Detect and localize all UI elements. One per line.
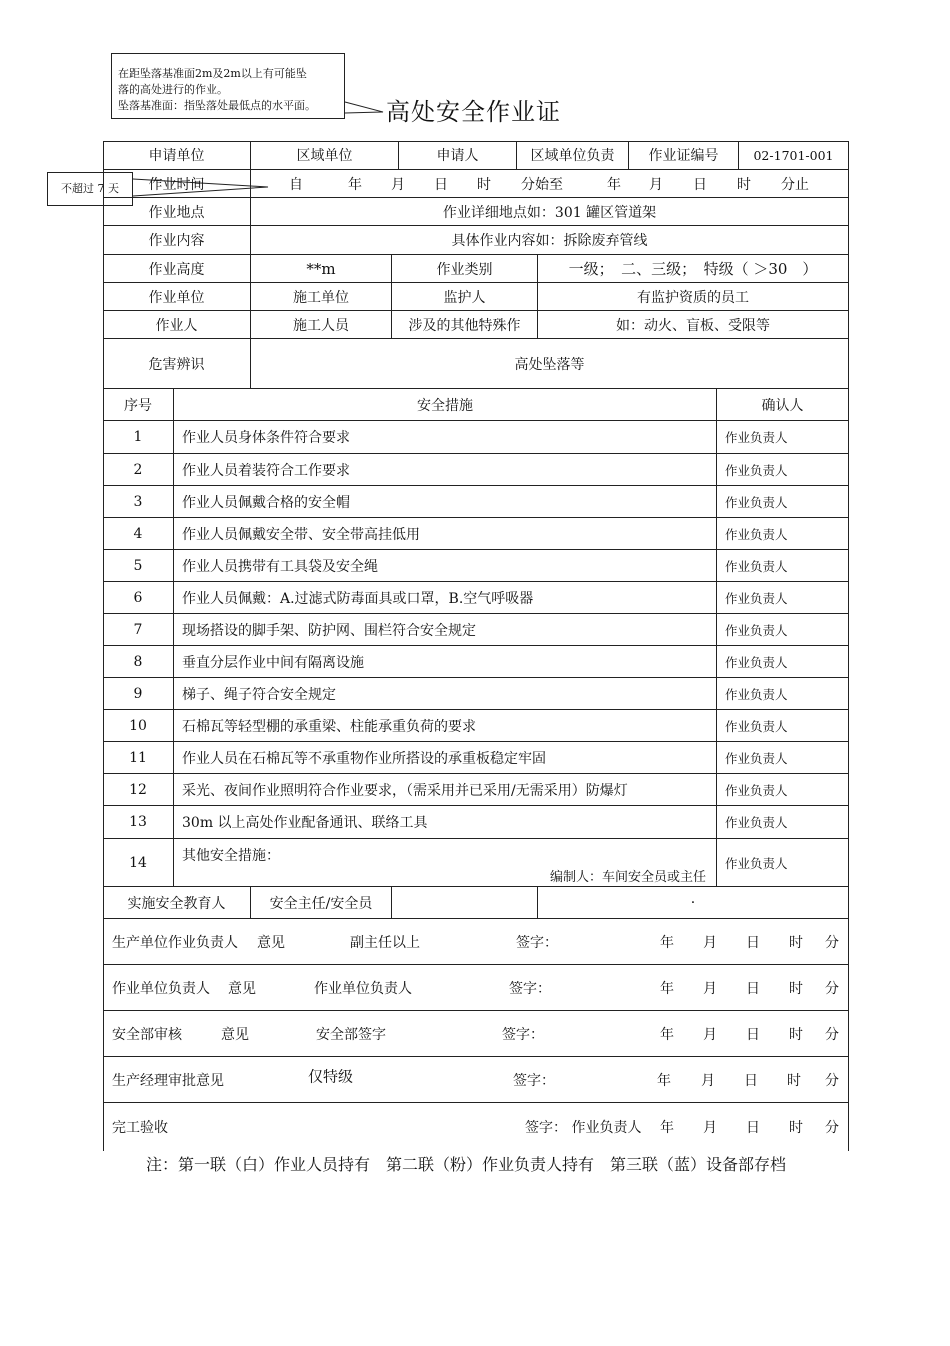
measure-confirm[interactable]: 作业负责人: [717, 614, 849, 646]
signoff-year: 年: [660, 934, 674, 951]
work-time-label: 作业时间: [103, 170, 251, 198]
signoff-role: 生产经理审批意见: [112, 1072, 224, 1089]
measure-text: 作业人员佩戴安全带、安全带高挂低用: [174, 518, 717, 550]
definition-callout: [111, 53, 345, 119]
measure-no: 14: [103, 839, 174, 887]
time-day-1: 日: [434, 176, 448, 193]
signoff-note: 副主任以上: [350, 934, 420, 951]
apply-unit-value[interactable]: 区域单位: [251, 141, 399, 170]
measure-text: 现场搭设的脚手架、防护网、围栏符合安全规定: [174, 614, 717, 646]
signoff-opinion: 意见: [221, 1026, 249, 1043]
measure-no: 1: [103, 421, 174, 454]
signoff-minute: 分: [825, 1072, 839, 1089]
special-work-label: 涉及的其他特殊作: [392, 311, 538, 339]
measure-confirm[interactable]: 作业负责人: [717, 806, 849, 839]
page-title: 高处安全作业证: [386, 98, 561, 126]
signoff-day: 日: [746, 1026, 760, 1043]
signoff-day: 日: [746, 1120, 760, 1136]
measure-no: 7: [103, 614, 174, 646]
signoff-year: 年: [657, 1072, 671, 1089]
signoff-sign: 签字：: [516, 934, 558, 951]
signoff-sign: 签字： 作业负责人: [525, 1120, 642, 1136]
measures-header: 安全措施: [174, 389, 717, 421]
time-from: 自: [289, 176, 303, 193]
signoff-month: 月: [703, 1026, 717, 1043]
signoff-role: 生产单位作业负责人: [112, 934, 238, 951]
education-signature-2[interactable]: ·: [538, 887, 849, 919]
measure-no: 11: [103, 742, 174, 774]
time-year-1: 年: [348, 176, 362, 193]
work-category-value[interactable]: 一级； 二、三级； 特级（ ＞30 ）: [538, 255, 849, 283]
monitor-value[interactable]: 有监护资质的员工: [538, 283, 849, 311]
measure-confirm[interactable]: 作业负责人: [717, 774, 849, 806]
measure-no: 4: [103, 518, 174, 550]
signoff-sign: 签字：: [502, 1026, 544, 1043]
signoff-year: 年: [660, 980, 674, 997]
measure-confirm[interactable]: 作业负责人: [717, 646, 849, 678]
signoff-month: 月: [703, 980, 717, 997]
signoff-year: 年: [660, 1026, 674, 1043]
work-unit-label: 作业单位: [103, 283, 251, 311]
work-unit-value[interactable]: 施工单位: [251, 283, 392, 311]
hazard-label: 危害辨识: [103, 339, 251, 389]
measure-confirm[interactable]: 作业负责人: [717, 421, 849, 454]
callout-line: 落的高处进行的作业。: [118, 83, 228, 96]
measure-confirm[interactable]: 作业负责人: [717, 678, 849, 710]
measure-confirm[interactable]: 作业负责人: [717, 486, 849, 518]
signoff-note: 安全部签字: [316, 1026, 386, 1043]
signoff-hour: 时: [789, 934, 803, 951]
measure-text: 作业人员佩戴：A.过滤式防毒面具或口罩，B.空气呼吸器: [174, 582, 717, 614]
permit-no-label: 作业证编号: [629, 141, 739, 170]
work-category-label: 作业类别: [392, 255, 538, 283]
measure-no: 8: [103, 646, 174, 678]
time-end: 分止: [781, 176, 809, 193]
applicant-label: 申请人: [399, 141, 517, 170]
signoff-opinion: 意见: [228, 980, 256, 997]
signoff-minute: 分: [825, 1120, 839, 1136]
signoff-role: 安全部审核: [112, 1026, 182, 1043]
time-day-2: 日: [693, 176, 707, 193]
signoff-note: 仅特级: [308, 1067, 354, 1086]
measure-confirm[interactable]: 作业负责人: [717, 710, 849, 742]
confirm-header: 确认人: [717, 389, 849, 421]
callout-line: 坠落基准面：指坠落处最低点的水平面。: [118, 99, 316, 112]
signoff-role: 完工验收: [112, 1120, 168, 1136]
measure-text: 垂直分层作业中间有隔离设施: [174, 646, 717, 678]
signoff-sign: 签字：: [509, 980, 551, 997]
measures-no-header: 序号: [103, 389, 174, 421]
measure-text: 作业人员佩戴合格的安全帽: [174, 486, 717, 518]
time-hour-2: 时: [737, 176, 751, 193]
time-limit-callout: 不超过 7 天: [47, 172, 133, 206]
apply-unit-label: 申请单位: [103, 141, 251, 170]
signoff-day: 日: [746, 980, 760, 997]
signoff-day: 日: [746, 934, 760, 951]
measure-no: 9: [103, 678, 174, 710]
callout-line: 在距坠落基准面2m及2m以上有可能坠: [118, 67, 307, 80]
measure-text: 作业人员身体条件符合要求: [174, 421, 717, 454]
signoff-minute: 分: [825, 980, 839, 997]
signoff-row[interactable]: [103, 1011, 849, 1057]
measure-confirm[interactable]: 作业负责人: [717, 454, 849, 486]
measure-no: 12: [103, 774, 174, 806]
monitor-label: 监护人: [392, 283, 538, 311]
measure-author: 编制人：车间安全员或主任: [549, 870, 706, 885]
signoff-row[interactable]: [103, 1057, 849, 1103]
education-role: 安全主任/安全员: [251, 887, 392, 919]
work-height-label: 作业高度: [103, 255, 251, 283]
measure-text: 采光、夜间作业照明符合作业要求，（需采用并已采用/无需采用）防爆灯: [174, 774, 717, 806]
measure-confirm[interactable]: 作业负责人: [717, 518, 849, 550]
signoff-row[interactable]: [103, 1103, 849, 1151]
measure-no: 3: [103, 486, 174, 518]
measure-text: 梯子、绳子符合安全规定: [174, 678, 717, 710]
signoff-month: 月: [703, 934, 717, 951]
hazard-value[interactable]: 高处坠落等: [251, 339, 849, 389]
signoff-row[interactable]: [103, 919, 849, 965]
signoff-hour: 时: [787, 1072, 801, 1089]
time-year-2: 年: [607, 176, 621, 193]
measure-text: 作业人员着装符合工作要求: [174, 454, 717, 486]
measure-confirm[interactable]: 作业负责人: [717, 550, 849, 582]
special-work-value[interactable]: 如：动火、盲板、受限等: [538, 311, 849, 339]
signoff-month: 月: [703, 1120, 717, 1136]
time-month-1: 月: [391, 176, 405, 193]
measure-other[interactable]: [174, 839, 717, 887]
signoff-hour: 时: [789, 980, 803, 997]
worker-label: 作业人: [103, 311, 251, 339]
signoff-day: 日: [744, 1072, 758, 1089]
applicant-value[interactable]: 区域单位负责: [517, 141, 629, 170]
time-hour-1: 时: [477, 176, 491, 193]
measure-text: 作业人员携带有工具袋及安全绳: [174, 550, 717, 582]
measure-confirm[interactable]: 作业负责人: [717, 742, 849, 774]
signoff-year: 年: [660, 1120, 674, 1136]
measure-no: 6: [103, 582, 174, 614]
measure-confirm[interactable]: 作业负责人: [717, 582, 849, 614]
measure-no: 2: [103, 454, 174, 486]
education-signature-1[interactable]: [392, 887, 538, 919]
time-start: 分始至: [521, 176, 563, 193]
time-month-2: 月: [649, 176, 663, 193]
education-label: 实施安全教育人: [103, 887, 251, 919]
signoff-row[interactable]: [103, 965, 849, 1011]
permit-no-value[interactable]: 02-1701-001: [739, 141, 849, 170]
measure-no: 10: [103, 710, 174, 742]
signoff-month: 月: [701, 1072, 715, 1089]
signoff-hour: 时: [789, 1120, 803, 1136]
measure-text: 30m 以上高处作业配备通讯、联络工具: [174, 806, 717, 839]
worker-value[interactable]: 施工人员: [251, 311, 392, 339]
measure-text: 石棉瓦等轻型棚的承重梁、柱能承重负荷的要求: [174, 710, 717, 742]
signoff-note: 作业单位负责人: [314, 980, 412, 997]
signoff-sign: 签字：: [513, 1072, 555, 1089]
signoff-role: 作业单位负责人: [112, 980, 210, 997]
signoff-minute: 分: [825, 934, 839, 951]
measure-other-text: 其他安全措施：: [182, 848, 280, 864]
work-time-value[interactable]: [251, 170, 849, 198]
signoff-hour: 时: [789, 1026, 803, 1043]
work-height-value[interactable]: **m: [251, 255, 392, 283]
footer-note: 注：第一联（白）作业人员持有 第二联（粉）作业负责人持有 第三联（蓝）设备部存档: [146, 1155, 787, 1174]
work-content-label: 作业内容: [103, 226, 251, 255]
work-location-label: 作业地点: [103, 198, 251, 226]
work-location-value[interactable]: 作业详细地点如：301 罐区管道架: [251, 198, 849, 226]
signoff-minute: 分: [825, 1026, 839, 1043]
measure-text: 作业人员在石棉瓦等不承重物作业所搭设的承重板稳定牢固: [174, 742, 717, 774]
measure-no: 13: [103, 806, 174, 839]
work-content-value[interactable]: 具体作业内容如：拆除废弃管线: [251, 226, 849, 255]
measure-no: 5: [103, 550, 174, 582]
signoff-opinion: 意见: [257, 934, 285, 951]
measure-confirm[interactable]: 作业负责人: [717, 839, 849, 887]
